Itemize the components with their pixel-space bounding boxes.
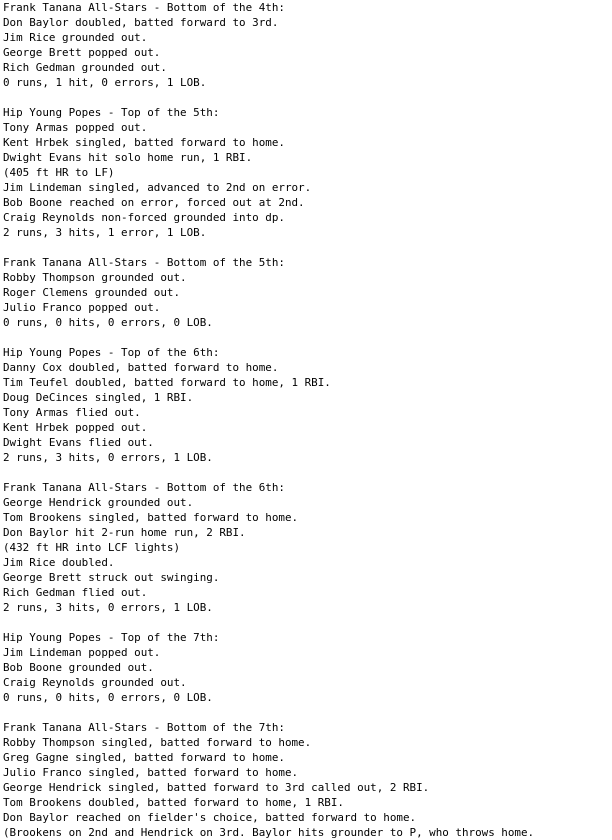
inning-header: Hip Young Popes - Top of the 5th: — [3, 106, 220, 119]
play-line: (Brookens on 2nd and Hendrick on 3rd. Baylor hits grounder to P, who throws home. — [3, 826, 535, 839]
play-line: Roger Clemens grounded out. — [3, 286, 181, 299]
play-line: Dwight Evans flied out. — [3, 436, 154, 449]
play-line: George Brett popped out. — [3, 46, 161, 59]
play-line: Don Baylor reached on fielder's choice, batted forward to home. — [3, 811, 417, 824]
play-line: Kent Hrbek popped out. — [3, 421, 148, 434]
play-line: George Hendrick grounded out. — [3, 496, 194, 509]
play-line: George Brett struck out swinging. — [3, 571, 220, 584]
play-line: Bob Boone grounded out. — [3, 661, 154, 674]
play-line: Rich Gedman grounded out. — [3, 61, 167, 74]
inning-block — [3, 630, 609, 705]
inning-block — [3, 480, 609, 615]
play-line: Dwight Evans hit solo home run, 1 RBI. — [3, 151, 253, 164]
inning-header: Hip Young Popes - Top of the 7th: — [3, 631, 220, 644]
play-line: Julio Franco singled, batted forward to home. — [3, 766, 299, 779]
play-line: Doug DeCinces singled, 1 RBI. — [3, 391, 194, 404]
play-line: Tom Brookens singled, batted forward to home. — [3, 511, 299, 524]
play-line: Jim Lindeman popped out. — [3, 646, 161, 659]
play-line: Tony Armas popped out. — [3, 121, 148, 134]
inning-header: Hip Young Popes - Top of the 6th: — [3, 346, 220, 359]
inning-header: Frank Tanana All-Stars - Bottom of the 5th: — [3, 256, 285, 269]
inning-summary: 2 runs, 3 hits, 0 errors, 1 LOB. — [3, 451, 213, 464]
inning-block — [3, 0, 609, 90]
play-line: Julio Franco popped out. — [3, 301, 161, 314]
play-line: Greg Gagne singled, batted forward to home. — [3, 751, 285, 764]
inning-summary: 0 runs, 0 hits, 0 errors, 0 LOB. — [3, 316, 213, 329]
inning-block — [3, 105, 609, 240]
inning-block — [3, 255, 609, 330]
play-line: Don Baylor hit 2-run home run, 2 RBI. — [3, 526, 246, 539]
inning-header: Frank Tanana All-Stars - Bottom of the 7th: — [3, 721, 285, 734]
inning-block — [3, 720, 609, 840]
inning-summary: 0 runs, 1 hit, 0 errors, 1 LOB. — [3, 76, 207, 89]
inning-block — [3, 345, 609, 465]
play-line: Kent Hrbek singled, batted forward to home. — [3, 136, 285, 149]
inning-header: Frank Tanana All-Stars - Bottom of the 4th: — [3, 1, 285, 14]
play-line: Don Baylor doubled, batted forward to 3rd. — [3, 16, 279, 29]
play-line: George Hendrick singled, batted forward to 3rd called out, 2 RBI. — [3, 781, 430, 794]
play-line: Craig Reynolds non-forced grounded into dp. — [3, 211, 285, 224]
play-line: Tony Armas flied out. — [3, 406, 141, 419]
play-line: (432 ft HR into LCF lights) — [3, 541, 181, 554]
play-line: Tom Brookens doubled, batted forward to home, 1 RBI. — [3, 796, 344, 809]
inning-summary: 2 runs, 3 hits, 0 errors, 1 LOB. — [3, 601, 213, 614]
play-line: Jim Rice grounded out. — [3, 31, 148, 44]
inning-summary: 0 runs, 0 hits, 0 errors, 0 LOB. — [3, 691, 213, 704]
inning-summary: 2 runs, 3 hits, 1 error, 1 LOB. — [3, 226, 207, 239]
play-line: Jim Lindeman singled, advanced to 2nd on error. — [3, 181, 312, 194]
play-line: Robby Thompson singled, batted forward to home. — [3, 736, 312, 749]
play-by-play-log — [3, 0, 609, 840]
play-line: Craig Reynolds grounded out. — [3, 676, 187, 689]
play-line: Tim Teufel doubled, batted forward to home, 1 RBI. — [3, 376, 331, 389]
play-line: (405 ft HR to LF) — [3, 166, 115, 179]
play-line: Rich Gedman flied out. — [3, 586, 148, 599]
play-line: Bob Boone reached on error, forced out at 2nd. — [3, 196, 305, 209]
play-line: Robby Thompson grounded out. — [3, 271, 187, 284]
inning-header: Frank Tanana All-Stars - Bottom of the 6th: — [3, 481, 285, 494]
play-line: Jim Rice doubled. — [3, 556, 115, 569]
play-line: Danny Cox doubled, batted forward to home. — [3, 361, 279, 374]
